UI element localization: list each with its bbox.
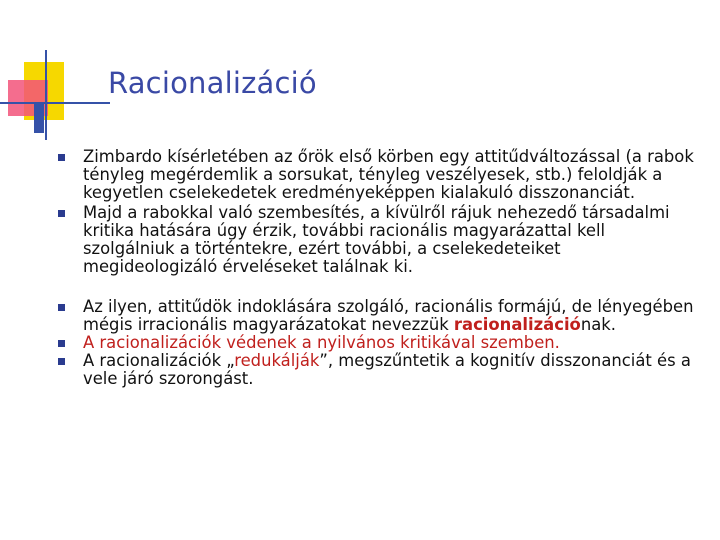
- bullet-item-3: [58, 298, 698, 334]
- bullet-item-4: [58, 334, 698, 352]
- bullet-square-icon: [58, 358, 65, 365]
- bullet-list: [58, 148, 698, 388]
- bullet-square-icon: [58, 210, 65, 217]
- bullet-item-1: [58, 148, 698, 202]
- bullet-text-suffix: ”, megszűntetik a kognitív disszonanciát és a vele járó szorongást.: [83, 351, 691, 388]
- bullet-text: Zimbardo kísérletében az őrök első körben egy attitűdváltozással (a rabok tényleg megérdemlik a sorsukat, tényleg veszélyesek, stb.) feloldják a kegyetlen cselekedetek eredményeképpen kialakuló disszonanciát.: [83, 147, 694, 202]
- slide-title: Racionalizáció: [108, 66, 317, 100]
- bullet-text-suffix: nak.: [580, 315, 616, 334]
- bullet-square-icon: [58, 154, 65, 161]
- logo-horizontal-line: [0, 102, 110, 104]
- bullet-item-2: [58, 204, 698, 276]
- corner-logo-decoration: [0, 0, 110, 140]
- logo-vertical-line: [45, 50, 47, 140]
- highlighted-term: redukálják: [234, 351, 320, 370]
- logo-blue-square: [34, 103, 44, 133]
- bullet-text-highlighted: A racionalizációk védenek a nyilvános kritikával szemben.: [83, 333, 560, 352]
- highlighted-term: racionalizáció: [453, 315, 581, 334]
- bullet-text: Majd a rabokkal való szembesítés, a kívülről rájuk nehezedő társadalmi kritika hatására úgy érzik, további racionális magyarázattal kell szolgálniuk a történtekre, ezért további, a cselekedeteiket megideologizáló érveléseket találnak ki.: [83, 203, 670, 276]
- bullet-square-icon: [58, 304, 65, 311]
- bullet-text: Az ilyen, attitűdök indoklására szolgáló, racionális formájú, de lényegében mégis irracionális magyarázatokat nevezzük: [83, 297, 694, 334]
- bullet-text: A racionalizációk „: [83, 351, 235, 370]
- bullet-square-icon: [58, 340, 65, 347]
- bullet-item-5: [58, 352, 698, 388]
